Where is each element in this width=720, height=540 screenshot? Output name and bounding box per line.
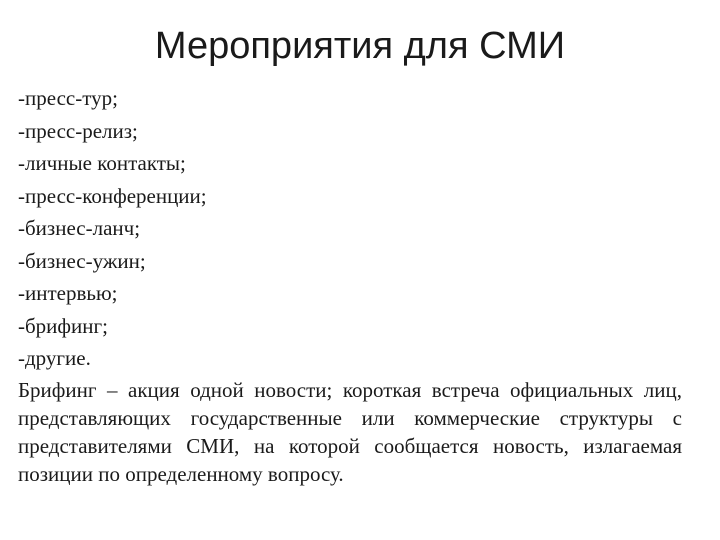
slide-title: Мероприятия для СМИ	[154, 25, 566, 67]
slide-content	[18, 82, 682, 488]
list-item: -бизнес-ланч;	[18, 216, 141, 240]
list-item: -пресс-тур;	[18, 86, 118, 110]
list-item: -пресс-релиз;	[18, 118, 138, 143]
list-item: -брифинг;	[18, 313, 108, 338]
list-item: -личные контакты;	[18, 151, 186, 175]
list-item: -интервью;	[18, 281, 118, 305]
event-list	[18, 82, 682, 375]
briefing-definition: Брифинг – акция одной новости; короткая встреча официальных лиц, представляющих государственные или коммерческие структуры с представителями СМИ, на которой сообщается новость, излагаемая позиции по определенному вопросу.	[18, 377, 682, 486]
list-item: -бизнес-ужин;	[18, 248, 146, 273]
list-item: -пресс-конференции;	[18, 183, 207, 208]
list-item: -другие.	[18, 346, 91, 370]
